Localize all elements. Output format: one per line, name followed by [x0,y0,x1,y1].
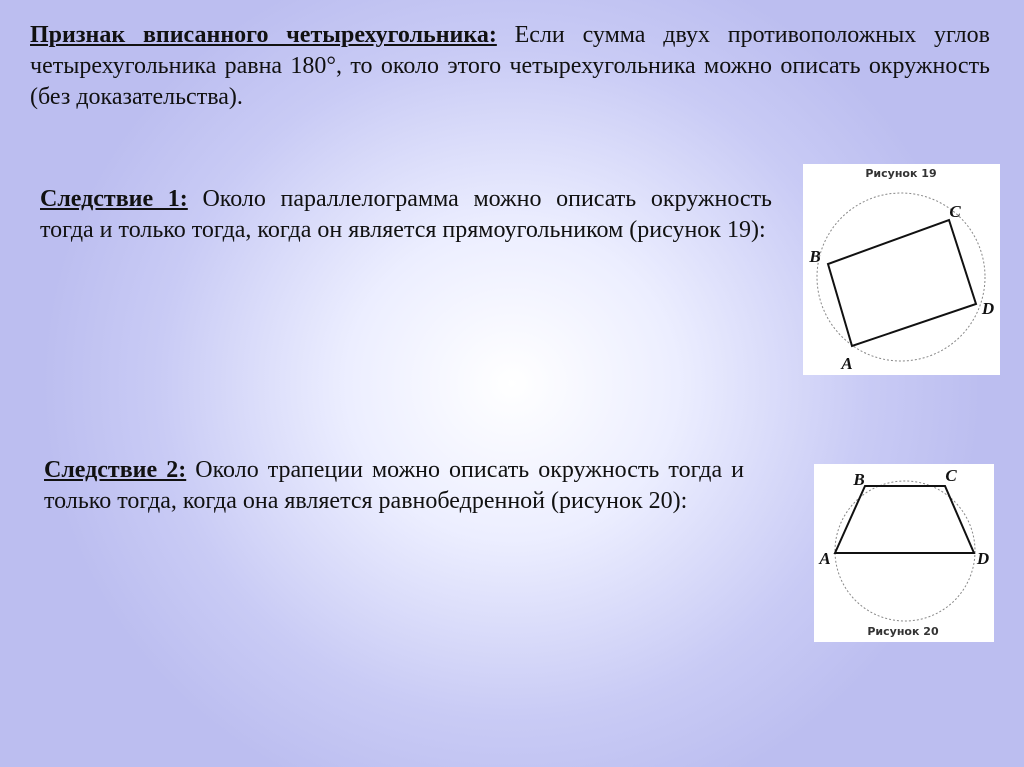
corollary1-text: Около параллелограмма можно описать окружность тогда и только тогда, когда он является прямоугольником (рисунок 19): [40,186,772,243]
corollary1-heading: Следствие 1: [40,186,188,212]
vertex-c-label: C [945,466,957,485]
vertex-b-label: B [809,247,821,266]
rectangle-abcd [828,220,976,346]
vertex-d-label: D [976,549,990,568]
vertex-a-label: A [819,549,831,568]
theorem-heading: Признак вписанного четырехугольника: [30,22,497,48]
corollary2-heading: Следствие 2: [44,457,187,483]
theorem-text: Если сумма двух противоположных углов четырехугольника равна 180°, то около этого четырехугольника можно описать окружность (без доказательства). [30,22,990,110]
figure-19-caption: Рисунок 19 [865,167,937,180]
circumscribed-circle [835,481,975,621]
vertex-b-label: B [853,470,865,489]
corollary1-paragraph [40,184,772,246]
figure-20-drawing [814,464,994,642]
figure-19 [803,164,1000,375]
corollary2-paragraph [44,455,744,517]
theorem-paragraph [30,20,990,113]
figure-20 [814,464,994,642]
vertex-c-label: C [949,202,961,221]
vertex-d-label: D [981,299,995,318]
figure-19-drawing [803,164,1000,375]
figure-20-caption: Рисунок 20 [867,625,939,638]
isosceles-trapezoid-abcd [835,486,974,553]
vertex-a-label: A [841,354,853,373]
corollary2-text: Около трапеции можно описать окружность тогда и только тогда, когда она является равнобедренной (рисунок 20): [44,457,744,514]
